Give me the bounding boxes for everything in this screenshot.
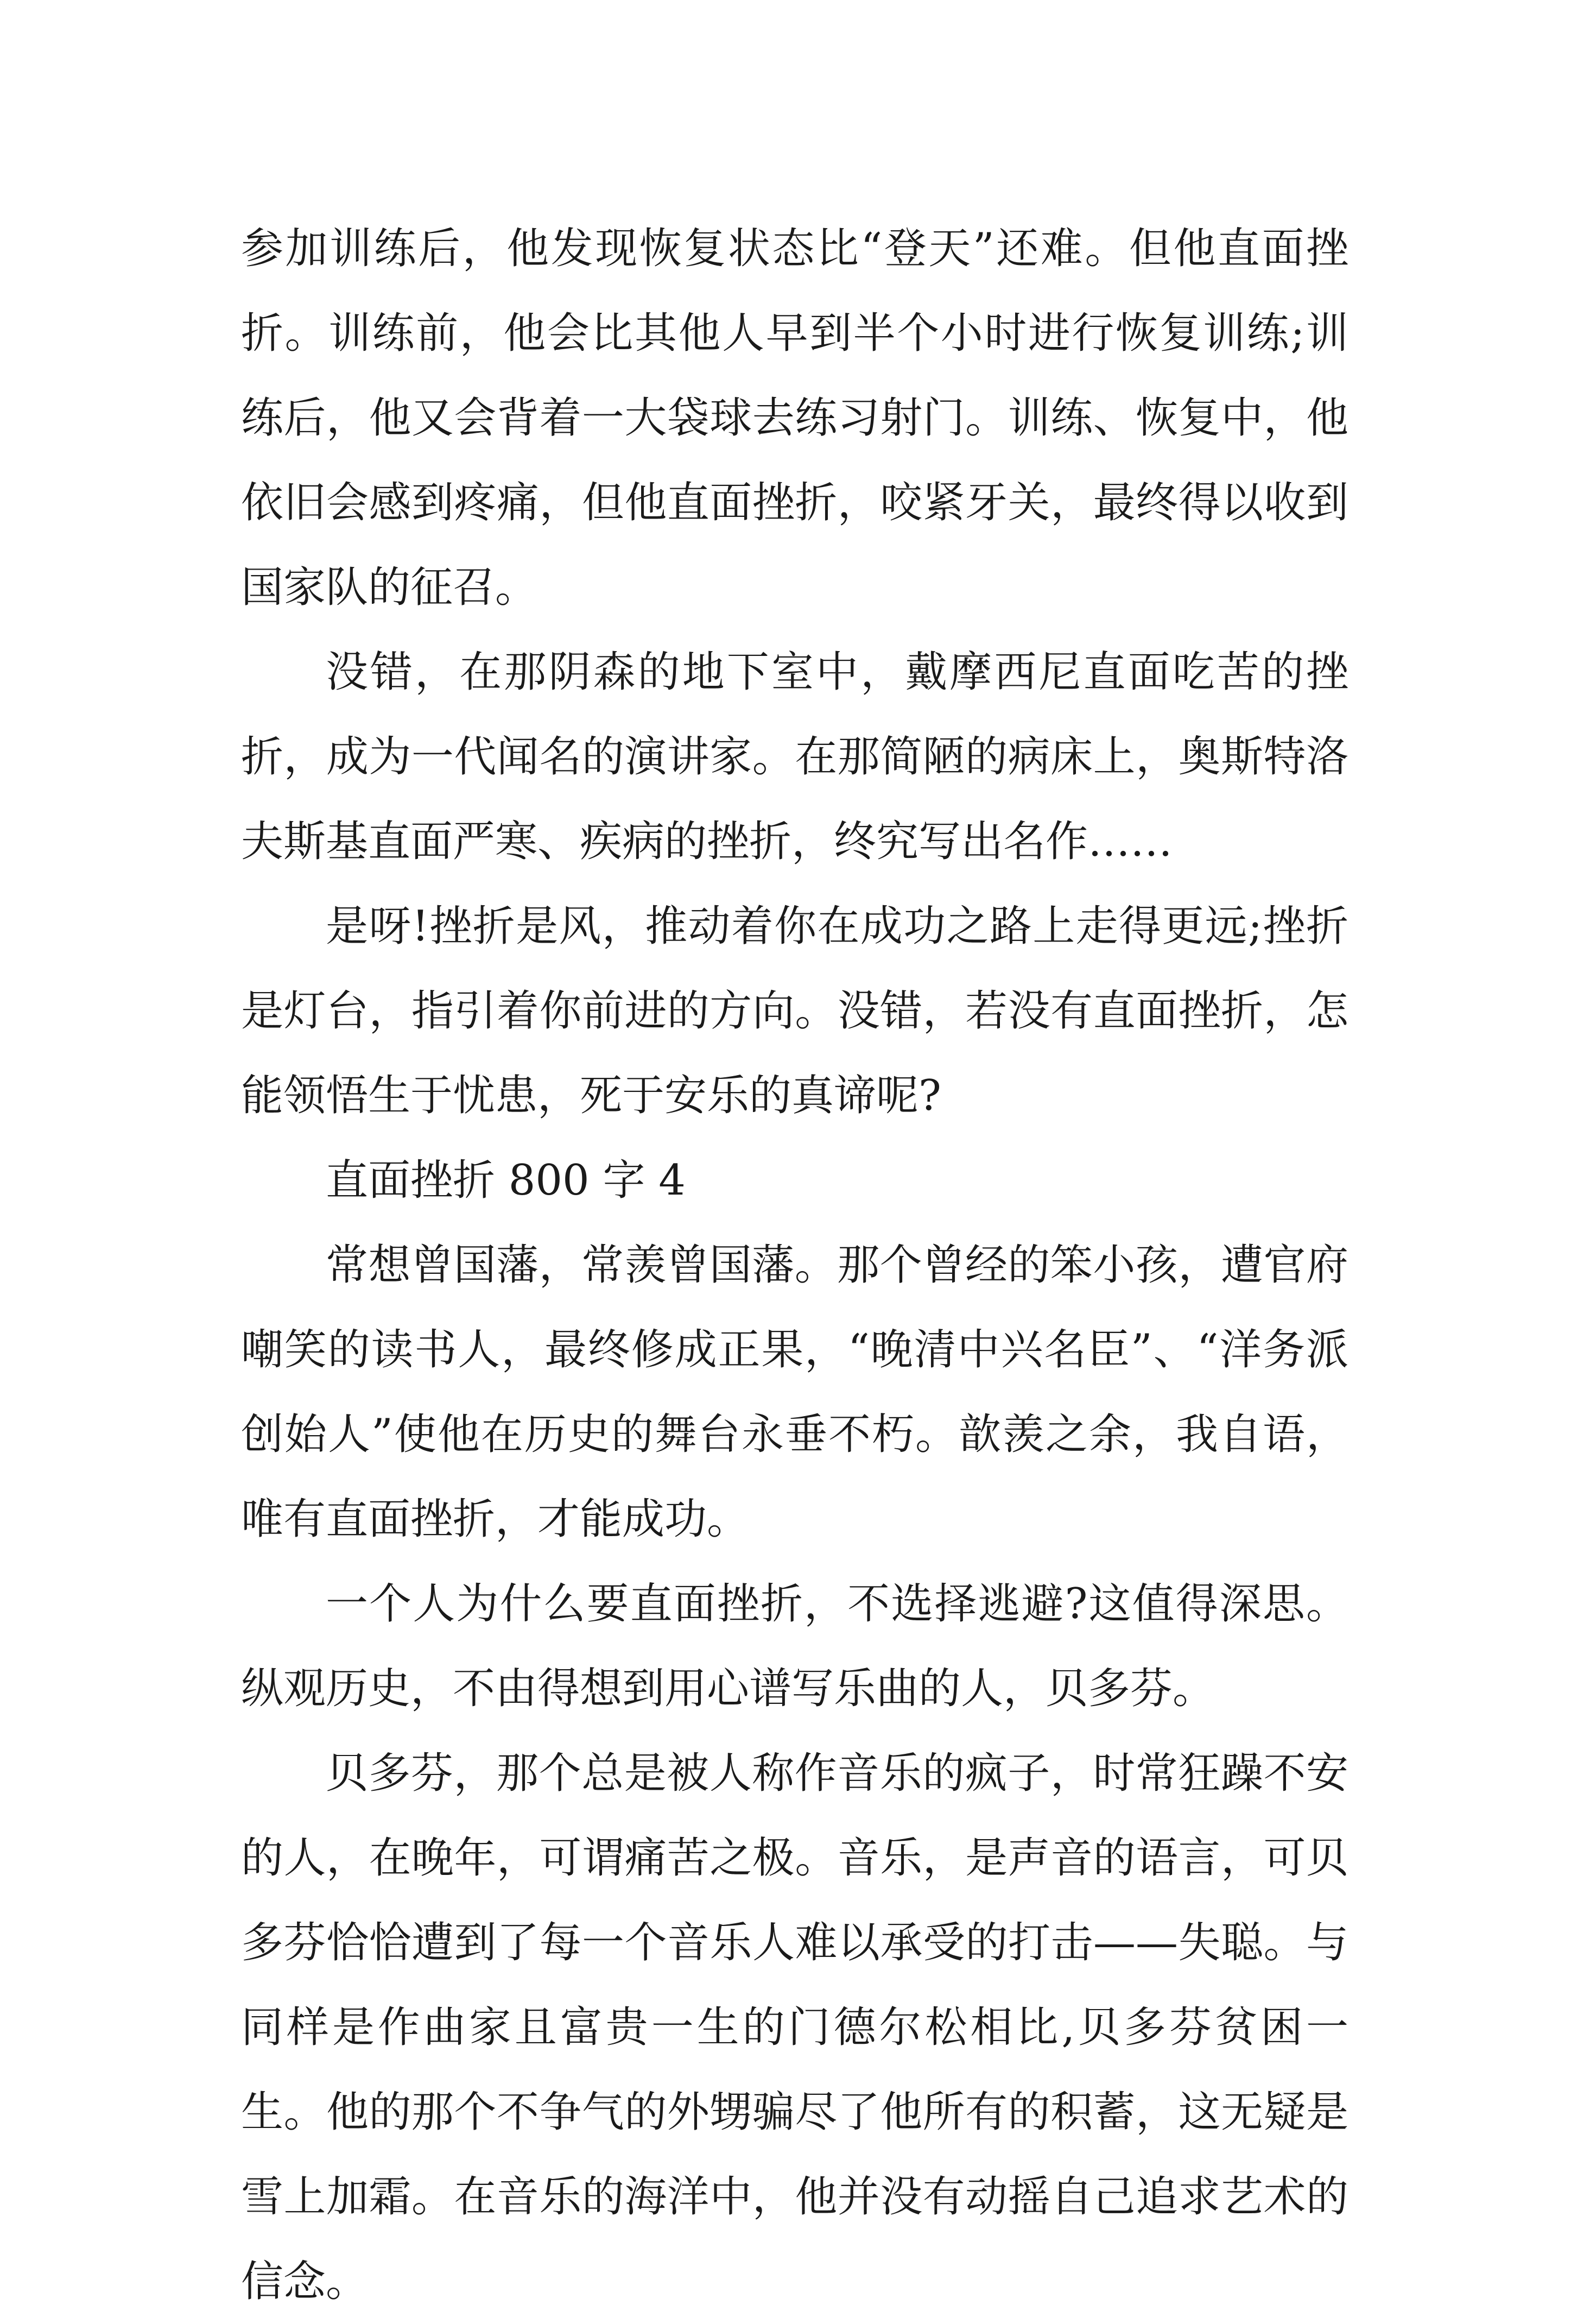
paragraph-3: 是呀!挫折是风，推动着你在成功之路上走得更远;挫折是灯台，指引着你前进的方向。没错，若没有直面挫折，怎能领悟生于忧患，死于安乐的真谛呢? — [241, 902, 1348, 1120]
section-heading: 直面挫折 800 字 4 — [326, 1156, 686, 1205]
paragraph-6: 贝多芬，那个总是被人称作音乐的疯子，时常狂躁不安的人，在晚年，可谓痛苦之极。音乐，是声音的语言，可贝多芬恰恰遭到了每一个音乐人难以承受的打击——失聪。与同样是作曲家且富贵一生的门德尔松相比,贝多芬贫困一生。他的那个不争气的外甥骗尽了他所有的积蓄，这无疑是雪上加霜。在音乐的海洋中，他并没有动摇自己追求艺术的信念。 — [241, 1749, 1348, 2306]
paragraph-5: 一个人为什么要直面挫折，不选择逃避?这值得深思。纵观历史，不由得想到用心谱写乐曲的人，贝多芬。 — [241, 1580, 1348, 1713]
paragraph-2: 没错，在那阴森的地下室中，戴摩西尼直面吃苦的挫折，成为一代闻名的演讲家。在那简陋的病床上，奥斯特洛夫斯基直面严寒、疾病的挫折，终究写出名作…… — [241, 648, 1348, 866]
document-body — [241, 206, 1348, 2324]
paragraph-4: 常想曾国藩，常羡曾国藩。那个曾经的笨小孩，遭官府嘲笑的读书人，最终修成正果，“晚清中兴名臣”、“洋务派创始人”使他在历史的舞台永垂不朽。歆羡之余，我自语，唯有直面挫折，才能成功。 — [241, 1241, 1348, 1544]
paragraph-1: 参加训练后，他发现恢复状态比“登天”还难。但他直面挫折。训练前，他会比其他人早到半个小时进行恢复训练;训练后，他又会背着一大袋球去练习射门。训练、恢复中，他依旧会感到疼痛，但他直面挫折，咬紧牙关，最终得以收到国家队的征召。 — [241, 224, 1348, 612]
